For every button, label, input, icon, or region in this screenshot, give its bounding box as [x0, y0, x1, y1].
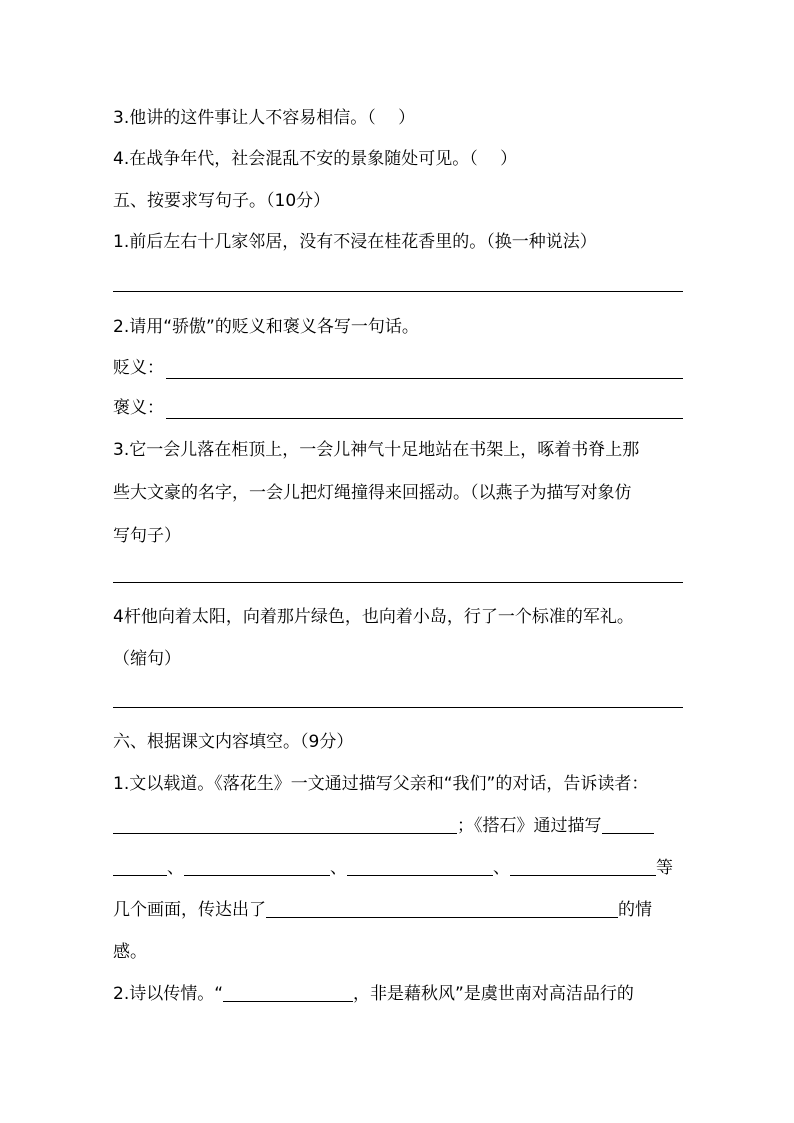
- baoyi-label: 褒义：: [113, 398, 164, 418]
- question-6-1-text-mid: ；《搭石》通过描写: [457, 816, 602, 836]
- bianyi-label: 贬义：: [113, 358, 164, 378]
- question-5-3-line-1: 3.它一会儿落在柜顶上，一会儿神气十足地站在书架上，啄着书脊上那: [113, 440, 640, 460]
- blank-6-1-b[interactable]: [602, 815, 654, 834]
- question-4-4: 4.在战争年代，社会混乱不安的景象随处可见。（ ）: [113, 149, 518, 169]
- blank-6-1-c[interactable]: [113, 857, 167, 876]
- section-5-title: 五、按要求写句子。（10分）: [113, 191, 331, 211]
- separator-1: 、: [167, 858, 184, 878]
- separator-3: 、: [493, 858, 510, 878]
- question-6-2-text-start: 2.诗以传情。“: [113, 984, 224, 1004]
- question-6-1-text-end-2: 的情: [618, 900, 652, 920]
- question-6-2-text-end: ，非是藉秋风”是虞世南对高洁品行的: [353, 984, 634, 1004]
- question-6-1-text-start: 几个画面，传达出了: [113, 900, 266, 920]
- question-6-1-line-1: 1.文以载道。《落花生》一文通过描写父亲和“我们”的对话，告诉读者：: [113, 774, 649, 794]
- question-5-1: 1.前后左右十几家邻居，没有不浸在桂花香里的。（换一种说法）: [113, 232, 597, 252]
- question-5-4-line-2: （缩句）: [113, 649, 181, 669]
- blank-6-1-a[interactable]: [113, 815, 457, 834]
- question-5-2: 2.请用“骄傲”的贬义和褒义各写一句话。: [113, 317, 419, 337]
- separator-2: 、: [330, 858, 347, 878]
- question-5-4-line-1: 4杆他向着太阳，向着那片绿色，也向着小岛，行了一个标准的军礼。: [113, 607, 634, 627]
- question-6-2-line-1: [113, 983, 683, 1005]
- question-6-1-line-4: [113, 899, 683, 921]
- question-6-1-text-end: 等: [656, 858, 673, 878]
- answer-row-bianyi: [113, 357, 683, 379]
- answer-row-baoyi: [113, 397, 683, 419]
- answer-line-5-4[interactable]: [113, 707, 683, 708]
- answer-line-5-3[interactable]: [113, 582, 683, 583]
- blank-6-1-e[interactable]: [347, 857, 493, 876]
- question-6-1-line-5: 感。: [113, 942, 147, 962]
- question-4-3: 3.他讲的这件事让人不容易相信。（ ）: [113, 108, 416, 128]
- section-6-title: 六、根据课文内容填空。（9分）: [113, 732, 354, 752]
- blank-6-2-a[interactable]: [223, 983, 353, 1002]
- blank-6-1-f[interactable]: [510, 857, 656, 876]
- question-6-1-line-2: [113, 815, 683, 837]
- question-5-3-line-2: 些大文豪的名字，一会儿把灯绳撞得来回摇动。（以燕子为描写对象仿: [113, 483, 632, 503]
- question-6-1-line-3: [113, 857, 683, 879]
- answer-line-5-1[interactable]: [113, 291, 683, 292]
- blank-6-1-d[interactable]: [184, 857, 330, 876]
- blank-6-1-g[interactable]: [266, 899, 618, 918]
- question-5-3-line-3: 写句子）: [113, 526, 181, 546]
- bianyi-answer-line[interactable]: [166, 360, 683, 379]
- baoyi-answer-line[interactable]: [166, 400, 683, 419]
